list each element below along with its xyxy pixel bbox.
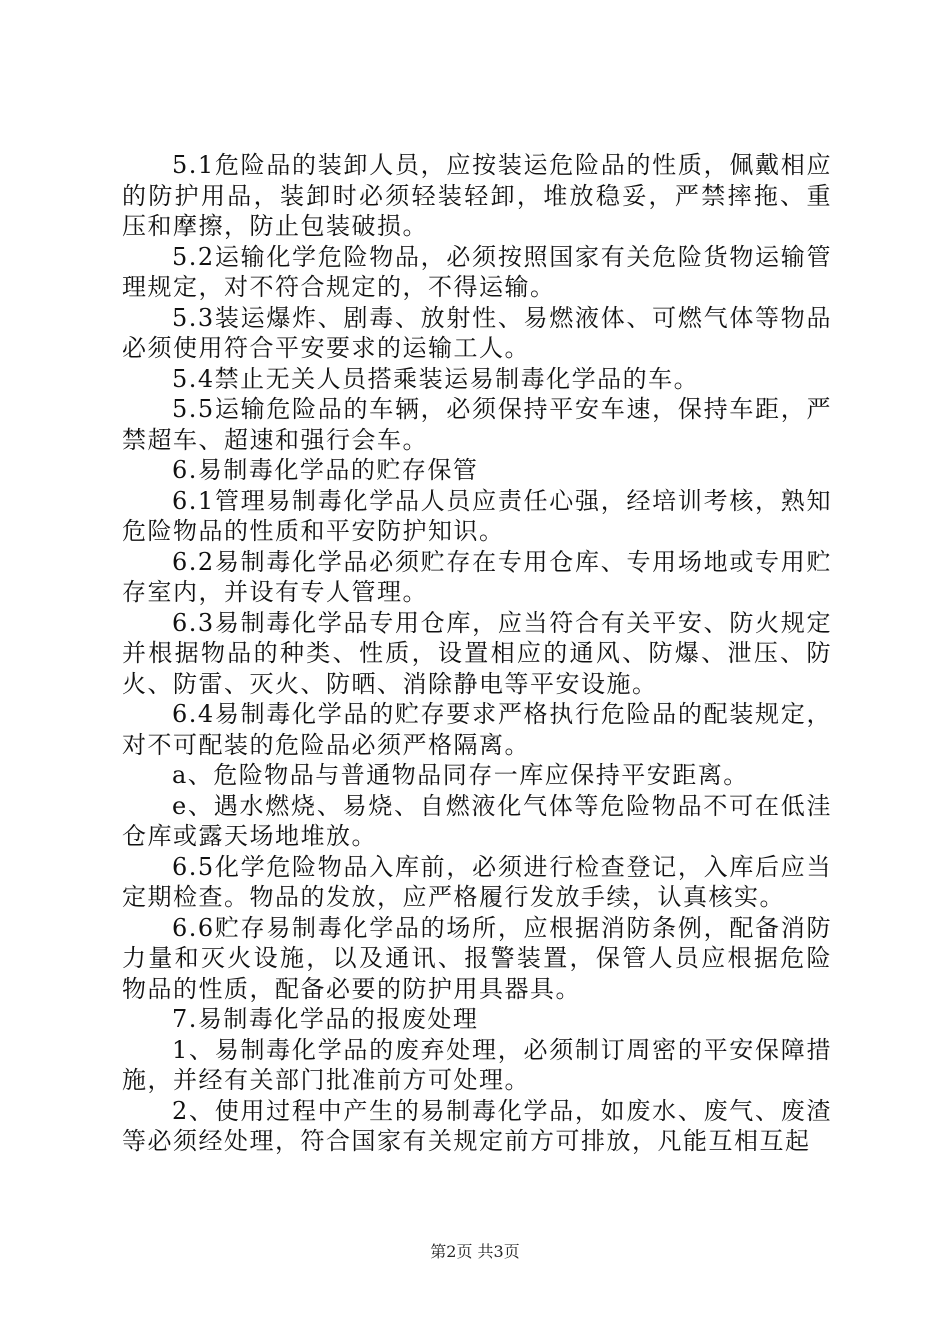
section-heading-7: 7.易制毒化学品的报废处理 xyxy=(172,1005,479,1033)
paragraph-5-5: 5.5运输危险品的车辆，必须保持平安车速，保持车距，严禁超车、超速和强行会车。 xyxy=(122,395,832,454)
paragraph-5-2: 5.2运输化学危险物品，必须按照国家有关危险货物运输管理规定，对不符合规定的，不得运输。 xyxy=(122,242,832,301)
section-heading-6: 6.易制毒化学品的贮存保管 xyxy=(172,456,479,484)
page-footer: 第2页 共3页 xyxy=(430,1242,520,1261)
paragraph-7-1: 1、易制毒化学品的废弃处理，必须制订周密的平安保障措施，并经有关部门批准前方可处理。 xyxy=(122,1035,832,1094)
paragraph-7-2: 2、使用过程中产生的易制毒化学品，如废水、废气、废渣等必须经处理，符合国家有关规定前方可排放，凡能互相互起 xyxy=(122,1096,832,1155)
document-body xyxy=(122,150,832,1157)
paragraph-6-4-a: a、危险物品与普通物品同存一库应保持平安距离。 xyxy=(172,761,749,789)
paragraph-5-4: 5.4禁止无关人员搭乘装运易制毒化学品的车。 xyxy=(172,364,700,393)
paragraph-6-6: 6.6贮存易制毒化学品的场所，应根据消防条例，配备消防力量和灭火设施，以及通讯、报警装置，保管人员应根据危险物品的性质，配备必要的防护用具器具。 xyxy=(122,913,832,1003)
paragraph-6-4-e: e、遇水燃烧、易烧、自燃液化气体等危险物品不可在低洼仓库或露天场地堆放。 xyxy=(122,791,832,850)
paragraph-6-1: 6.1管理易制毒化学品人员应责任心强，经培训考核，熟知危险物品的性质和平安防护知识。 xyxy=(122,486,832,545)
paragraph-6-3: 6.3易制毒化学品专用仓库，应当符合有关平安、防火规定并根据物品的种类、性质，设置相应的通风、防爆、泄压、防火、防雷、灭火、防晒、消除静电等平安设施。 xyxy=(122,608,832,698)
paragraph-6-5: 6.5化学危险物品入库前，必须进行检查登记，入库后应当定期检查。物品的发放，应严格履行发放手续，认真核实。 xyxy=(122,852,832,911)
paragraph-5-3: 5.3装运爆炸、剧毒、放射性、易燃液体、可燃气体等物品必须使用符合平安要求的运输工人。 xyxy=(122,303,832,362)
paragraph-5-1: 5.1危险品的装卸人员，应按装运危险品的性质，佩戴相应的防护用品，装卸时必须轻装轻卸，堆放稳妥，严禁摔拖、重压和摩擦，防止包装破损。 xyxy=(122,151,832,240)
paragraph-6-4: 6.4易制毒化学品的贮存要求严格执行危险品的配装规定，对不可配装的危险品必须严格隔离。 xyxy=(122,700,832,759)
paragraph-6-2: 6.2易制毒化学品必须贮存在专用仓库、专用场地或专用贮存室内，并设有专人管理。 xyxy=(122,547,832,606)
